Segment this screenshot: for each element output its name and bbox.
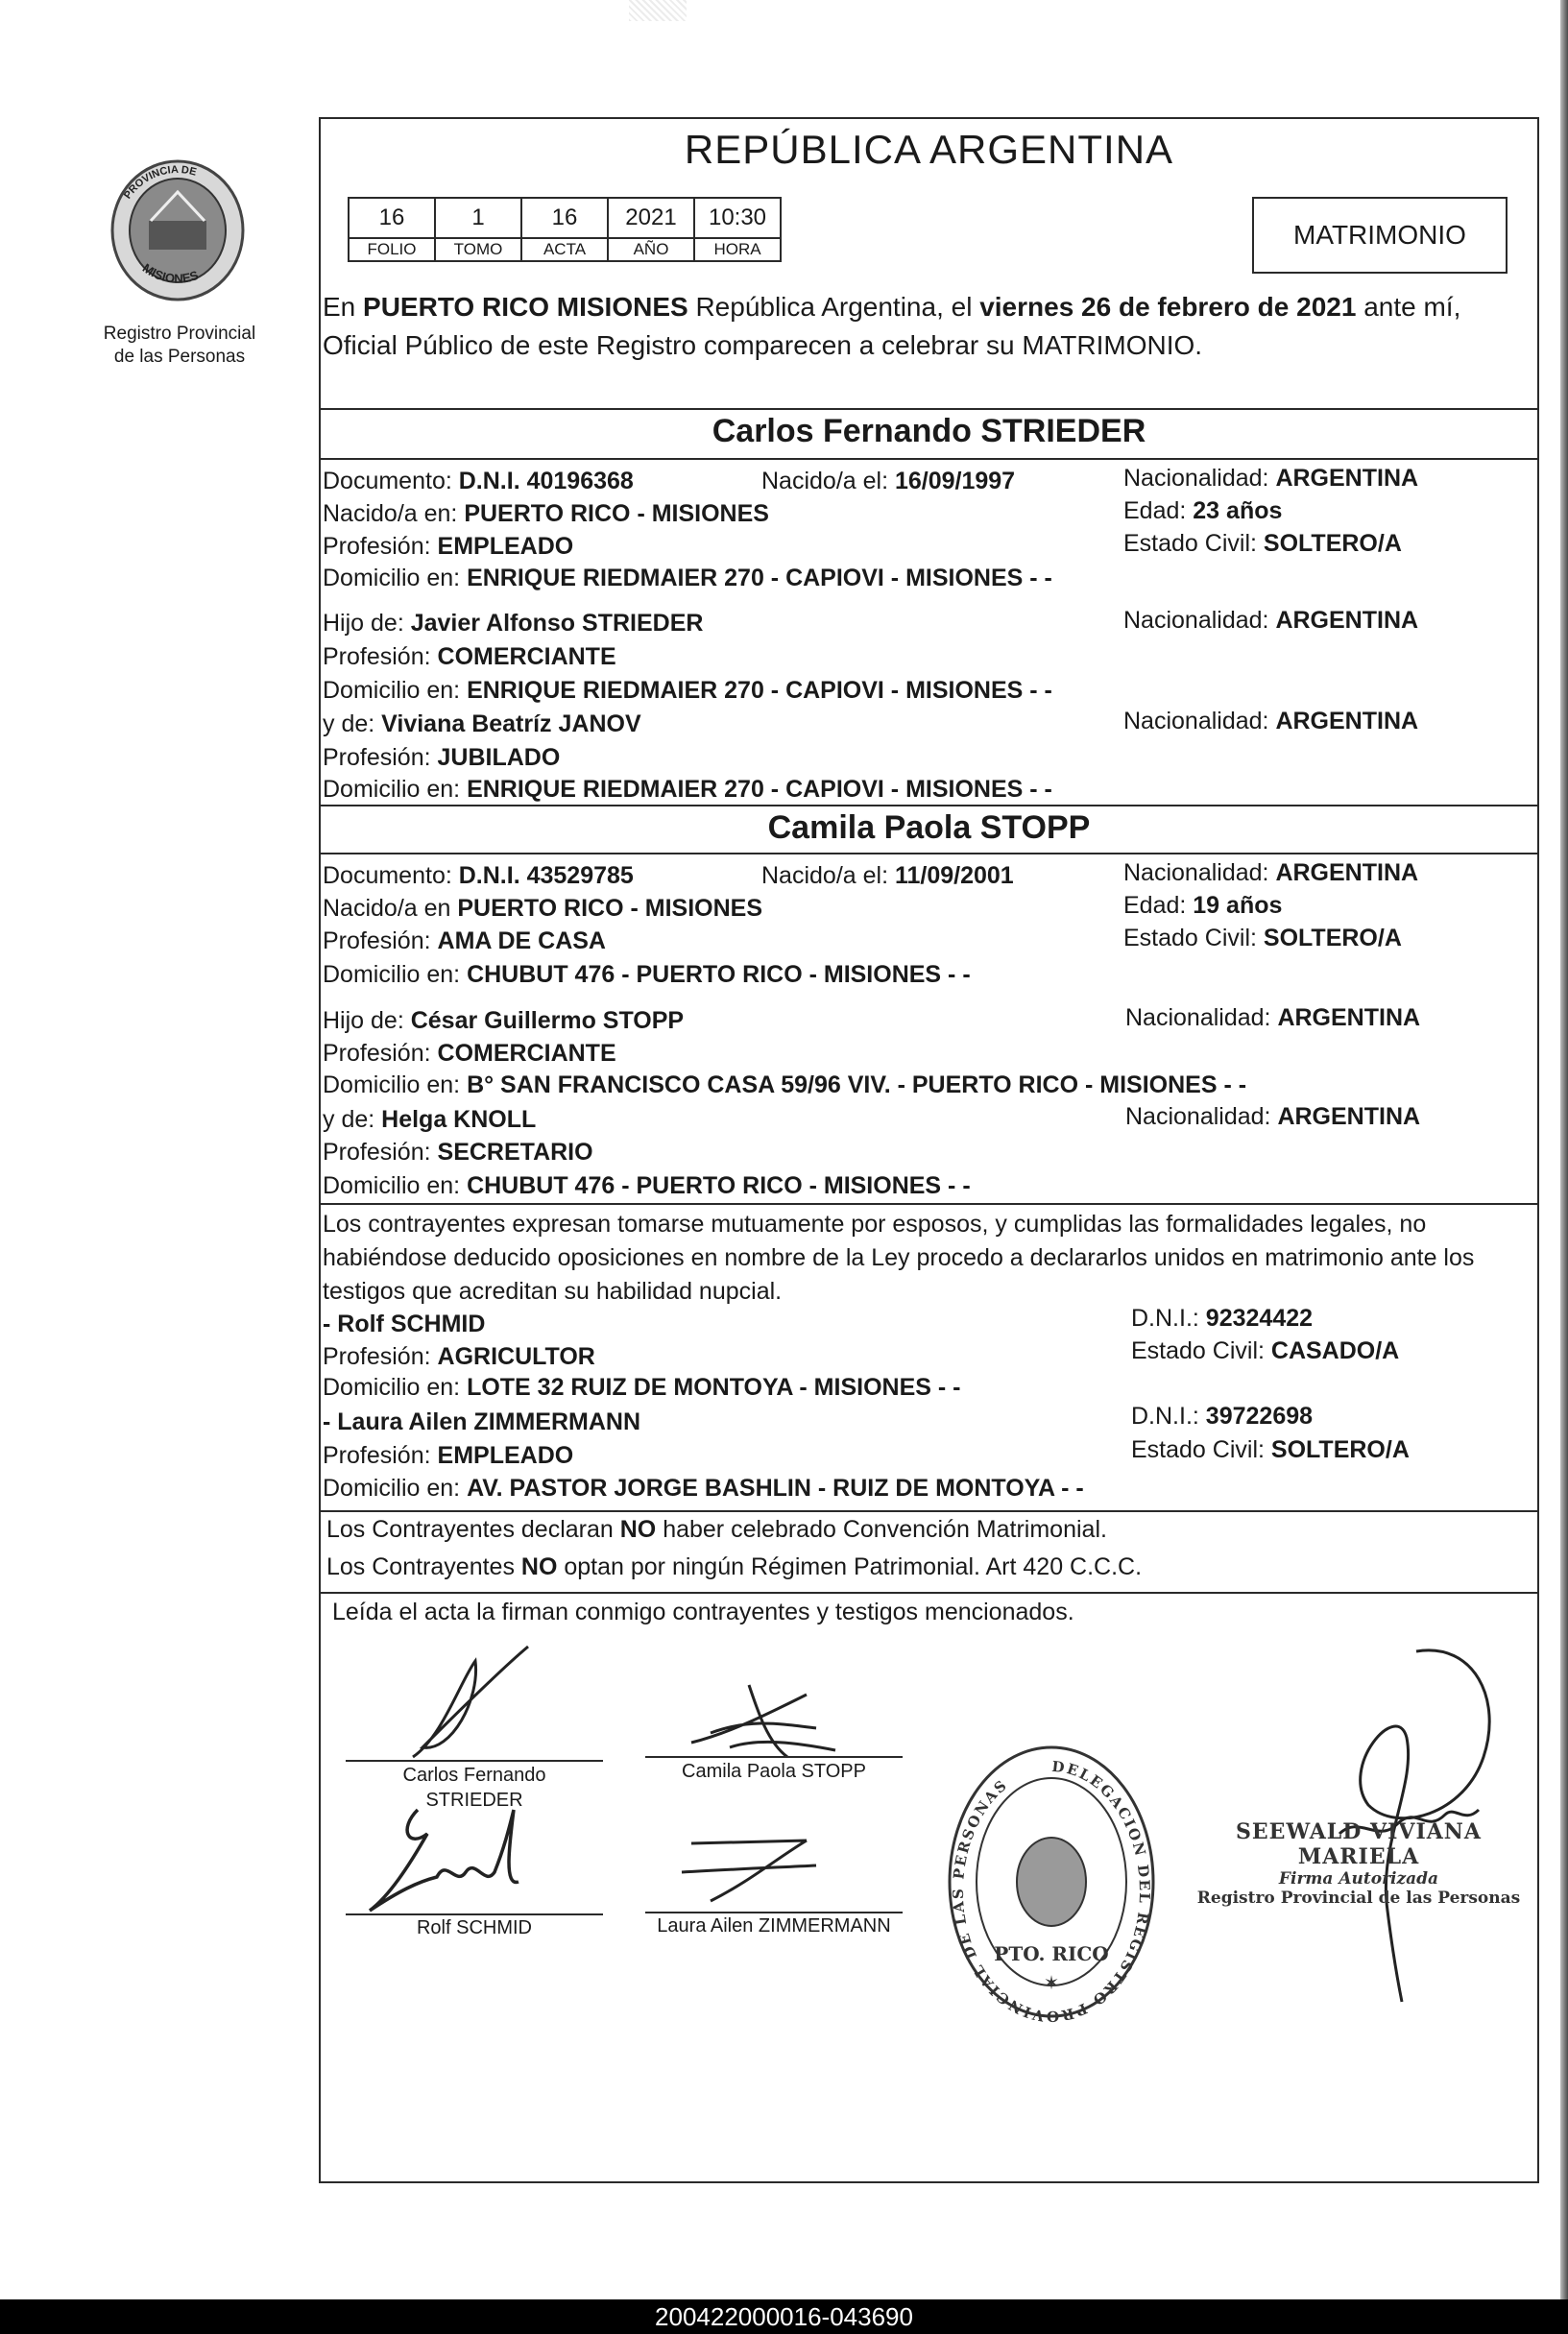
signature-name-laura: Laura Ailen ZIMMERMANN (657, 1915, 891, 1937)
spouse1-age (1123, 497, 1282, 525)
label: Domicilio en: (323, 677, 468, 704)
value: CHUBUT 476 - PUERTO RICO - MISIONES - - (467, 1172, 971, 1199)
value: ENRIQUE RIEDMAIER 270 - CAPIOVI - MISIONES - - (467, 776, 1052, 803)
value: PUERTO RICO - MISIONES (457, 895, 763, 922)
label: Profesión: (323, 1139, 438, 1166)
signature-name-line: Carlos Fernando (402, 1765, 546, 1786)
issuer-caption (79, 323, 280, 369)
witness1-address (323, 1374, 960, 1402)
value: 23 años (1193, 497, 1283, 524)
declaration-text: Los contrayentes expresan tomarse mutuamente por esposos, y cumplidas las formalidades legales, no habiéndose deducido oposiciones en nombre de la Ley procedo a declararlos unidos en matrimonio ante los testigos que acreditan su habilidad nupcial. (323, 1211, 1475, 1305)
spouse1-nationality (1123, 465, 1418, 493)
label: Domicilio en: (323, 1374, 468, 1401)
value: ENRIQUE RIEDMAIER 270 - CAPIOVI - MISIONES - - (467, 677, 1052, 704)
scan-edge (1560, 0, 1568, 2299)
label: Profesión: (323, 643, 438, 670)
time-label: HORA (694, 238, 781, 261)
label: Estado Civil: (1131, 1436, 1271, 1463)
spouse1-mother-profession (323, 744, 560, 772)
spouse1-address (323, 565, 1052, 592)
value: César Guillermo STOPP (410, 1007, 685, 1034)
spouse2-father-address (323, 1071, 1246, 1099)
label: Profesión: (323, 1343, 438, 1370)
value: B° SAN FRANCISCO CASA 59/96 VIV. - PUERTO RICO - MISIONES - - (467, 1071, 1247, 1098)
value: 16/09/1997 (894, 468, 1016, 494)
divider (319, 1510, 1539, 1512)
divider (319, 1592, 1539, 1594)
value: 19 años (1193, 892, 1283, 919)
label: Edad: (1123, 497, 1194, 524)
value: AV. PASTOR JORGE BASHLIN - RUIZ DE MONTOYA - - (467, 1475, 1084, 1502)
witness2-name (323, 1408, 640, 1436)
value: - Rolf SCHMID (323, 1311, 486, 1337)
scan-speckle (629, 0, 687, 21)
closing-statement: Leída el acta la firman conmigo contrayentes y testigos mencionados. (332, 1599, 1074, 1625)
seal-ring-text: DELEGACION DEL REGISTRO PROVINCIAL DE LAS PERSONAS (949, 1757, 1154, 2026)
value: EMPLEADO (437, 1442, 574, 1469)
spouse1-mother-address (323, 776, 1052, 804)
value: ARGENTINA (1275, 859, 1419, 886)
value: ENRIQUE RIEDMAIER 270 - CAPIOVI - MISIONES - - (467, 565, 1052, 591)
intro-place: PUERTO RICO MISIONES (363, 292, 688, 322)
text: optan por ningún Régimen Patrimonial. Art 420 C.C.C. (557, 1553, 1143, 1580)
label: Nacido/a el: (761, 862, 895, 889)
spouse2-father (323, 1007, 684, 1035)
registry-seal-icon (946, 1738, 1157, 2026)
label: Nacionalidad: (1123, 859, 1276, 886)
value: EMPLEADO (437, 533, 574, 560)
seal-center-text: PTO. RICO (994, 1942, 1109, 1965)
label: y de: (323, 710, 382, 737)
label: Hijo de: (323, 1007, 411, 1034)
intro-date: viernes 26 de febrero de 2021 (979, 292, 1357, 322)
value: AGRICULTOR (437, 1343, 595, 1370)
stamp-authorized: Firma Autorizada (1278, 1869, 1439, 1889)
intro-text: En (323, 292, 364, 322)
value: NO (619, 1516, 657, 1543)
value: CASADO/A (1270, 1337, 1400, 1364)
value: ARGENTINA (1275, 465, 1419, 492)
value: SOLTERO/A (1270, 1436, 1410, 1463)
folio-value: 16 (349, 198, 435, 238)
spouse2-mother-nationality (1125, 1103, 1420, 1131)
spouse1-document (323, 468, 634, 495)
tomo-label: TOMO (435, 238, 521, 261)
signature-carlos (384, 1642, 557, 1767)
divider (319, 408, 1539, 410)
value: Helga KNOLL (381, 1106, 537, 1133)
spouse2-nationality (1123, 859, 1418, 887)
label: Nacido/a el: (761, 468, 895, 494)
value: PUERTO RICO - MISIONES (464, 500, 769, 527)
logo-ring-top: PROVINCIA DE (121, 163, 198, 202)
label: Domicilio en: (323, 1475, 468, 1502)
tomo-value: 1 (435, 198, 521, 238)
label: Profesión: (323, 533, 438, 560)
label: Profesión: (323, 927, 438, 954)
issuer-caption-line1: Registro Provincial (103, 324, 256, 344)
document-code: 200422000016-043690 (0, 2299, 1568, 2334)
spouse1-birthdate (761, 468, 1015, 495)
intro-text: ante mí, Oficial Público de este Registro comparecen a celebrar su MATRIMONIO. (323, 292, 1461, 360)
value: SOLTERO/A (1263, 925, 1402, 951)
value: SOLTERO/A (1263, 530, 1402, 557)
label: Estado Civil: (1131, 1337, 1271, 1364)
text: Los Contrayentes (326, 1553, 521, 1580)
logo-ring-bottom: MISIONES (139, 260, 201, 286)
label: Nacionalidad: (1125, 1004, 1278, 1031)
signature-name-line: STRIEDER (425, 1790, 523, 1811)
label: Documento: (323, 468, 459, 494)
value: ARGENTINA (1275, 607, 1419, 634)
spouse2-birthplace (323, 895, 762, 923)
spouse1-father-address (323, 677, 1052, 705)
label: Hijo de: (323, 610, 411, 637)
value: - Laura Ailen ZIMMERMANN (323, 1408, 641, 1435)
text: Los Contrayentes declaran (326, 1516, 620, 1543)
text: haber celebrado Convención Matrimonial. (656, 1516, 1107, 1543)
year-value: 2021 (608, 198, 694, 238)
label: Edad: (1123, 892, 1194, 919)
label: Domicilio en: (323, 1172, 468, 1199)
spouse2-profession (323, 927, 606, 955)
province-logo-icon (91, 154, 264, 307)
label: Domicilio en: (323, 961, 468, 988)
label: Nacionalidad: (1123, 607, 1276, 634)
spouse1-mother-nationality (1123, 708, 1418, 735)
official-stamp (1186, 1819, 1532, 1908)
spouse2-address (323, 961, 971, 989)
label: D.N.I.: (1131, 1403, 1206, 1430)
witness1-civil-status (1131, 1337, 1399, 1365)
value: AMA DE CASA (437, 927, 606, 954)
signature-camila (672, 1675, 845, 1762)
spouse2-name: Camila Paola STOPP (767, 809, 1091, 846)
label: Documento: (323, 862, 459, 889)
value: Javier Alfonso STRIEDER (410, 610, 704, 637)
acta-value: 16 (521, 198, 608, 238)
spouse2-father-profession (323, 1040, 616, 1068)
signature-name-rolf: Rolf SCHMID (416, 1917, 532, 1938)
signature-laura (672, 1829, 826, 1906)
page-title: REPÚBLICA ARGENTINA (684, 127, 1174, 172)
label: Domicilio en: (323, 776, 468, 803)
signature-rolf (350, 1791, 571, 1920)
spouse2-age (1123, 892, 1282, 920)
convention-statement (326, 1516, 1107, 1544)
label: Nacido/a en: (323, 500, 465, 527)
spouse1-name: Carlos Fernando STRIEDER (712, 413, 1146, 449)
label: y de: (323, 1106, 382, 1133)
value: ARGENTINA (1275, 708, 1419, 734)
spouse2-father-nationality (1125, 1004, 1420, 1032)
regime-statement (326, 1553, 1142, 1581)
label: Profesión: (323, 1040, 438, 1067)
value: SECRETARIO (437, 1139, 593, 1166)
divider (319, 853, 1539, 854)
stamp-registry: Registro Provincial de las Personas (1196, 1889, 1521, 1908)
spouse2-mother (323, 1106, 536, 1134)
intro-text: República Argentina, el (688, 292, 980, 322)
label: Nacionalidad: (1125, 1103, 1278, 1130)
act-metadata-table (348, 197, 782, 262)
witness2-civil-status (1131, 1436, 1410, 1464)
issuer-caption-line2: de las Personas (113, 347, 246, 367)
spouse1-profession (323, 533, 573, 561)
folio-label: FOLIO (349, 238, 435, 261)
witness2-profession (323, 1442, 573, 1470)
spouse1-civil-status (1123, 530, 1402, 558)
spouse1-mother (323, 710, 641, 738)
value: Viviana Beatríz JANOV (381, 710, 641, 737)
value: 92324422 (1205, 1305, 1314, 1332)
act-type-badge: MATRIMONIO (1252, 197, 1508, 274)
value: JUBILADO (437, 744, 561, 771)
value: ARGENTINA (1277, 1103, 1421, 1130)
value: D.N.I. 40196368 (458, 468, 634, 494)
value: COMERCIANTE (437, 1040, 616, 1067)
label: D.N.I.: (1131, 1305, 1206, 1332)
spouse1-father-nationality (1123, 607, 1418, 635)
signature-official (1282, 1623, 1512, 2007)
label: Estado Civil: (1123, 925, 1264, 951)
intro-paragraph (323, 288, 1536, 365)
signature-line (346, 1760, 603, 1762)
spouse1-father (323, 610, 703, 638)
label: Profesión: (323, 744, 438, 771)
stamp-official-name: SEEWALD VIVIANA MARIELA (1236, 1819, 1482, 1869)
witness2-address (323, 1475, 1084, 1503)
value: CHUBUT 476 - PUERTO RICO - MISIONES - - (467, 961, 971, 988)
value: COMERCIANTE (437, 643, 616, 670)
signature-line (645, 1756, 903, 1758)
witness1-profession (323, 1343, 595, 1371)
label: Domicilio en: (323, 565, 468, 591)
witness1-dni (1131, 1305, 1313, 1333)
divider (319, 1203, 1539, 1205)
divider (319, 805, 1539, 806)
label: Profesión: (323, 1442, 438, 1469)
value: 39722698 (1205, 1403, 1314, 1430)
spouse1-birthplace (323, 500, 769, 528)
label: Nacido/a en (323, 895, 458, 922)
acta-label: ACTA (521, 238, 608, 261)
signature-name-camila: Camila Paola STOPP (682, 1761, 866, 1782)
seal-star-icon: ✶ (1043, 1973, 1060, 1994)
witness2-dni (1131, 1403, 1313, 1431)
label: Nacionalidad: (1123, 708, 1276, 734)
label: Estado Civil: (1123, 530, 1264, 557)
spouse1-father-profession (323, 643, 616, 671)
label: Domicilio en: (323, 1071, 468, 1098)
spouse2-document (323, 862, 634, 890)
value: ARGENTINA (1277, 1004, 1421, 1031)
spouse2-mother-address (323, 1172, 971, 1200)
label: Nacionalidad: (1123, 465, 1276, 492)
spouse2-mother-profession (323, 1139, 593, 1167)
time-value: 10:30 (694, 198, 781, 238)
spouse2-birthdate (761, 862, 1014, 890)
spouse2-civil-status (1123, 925, 1402, 952)
value: 11/09/2001 (894, 862, 1014, 889)
value: LOTE 32 RUIZ DE MONTOYA - MISIONES - - (467, 1374, 961, 1401)
value: D.N.I. 43529785 (458, 862, 634, 889)
year-label: AÑO (608, 238, 694, 261)
divider (319, 458, 1539, 460)
value: NO (520, 1553, 558, 1580)
witness1-name (323, 1311, 485, 1338)
